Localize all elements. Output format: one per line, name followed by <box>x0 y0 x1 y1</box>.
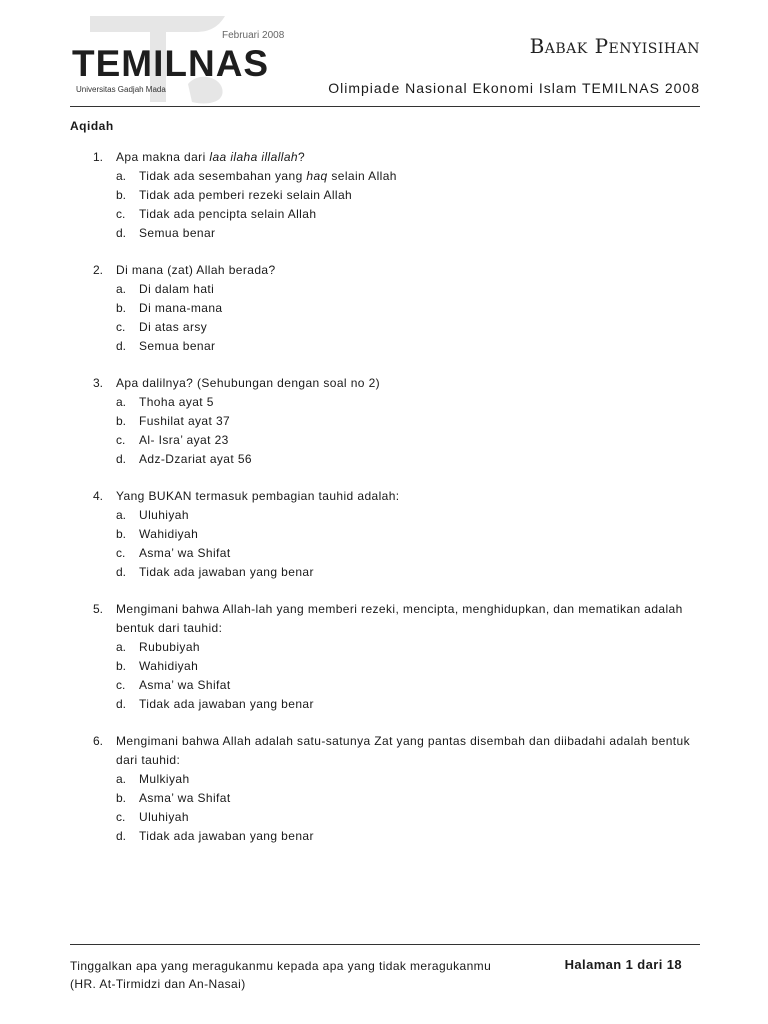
option-letter: d. <box>116 226 127 240</box>
option-text: Wahidiyah <box>139 659 199 673</box>
option-letter: c. <box>116 207 126 221</box>
option-letter: c. <box>116 433 126 447</box>
footer-divider <box>70 944 700 945</box>
option-letter: b. <box>116 414 127 428</box>
option-letter: a. <box>116 772 127 786</box>
question-text: Di mana (zat) Allah berada? <box>116 263 276 277</box>
option-text: Asma’ wa Shifat <box>139 791 231 805</box>
logo-subtitle: Universitas Gadjah Mada <box>76 85 166 94</box>
answer-option[interactable] <box>0 808 768 827</box>
option-letter: a. <box>116 395 127 409</box>
question-text: Yang BUKAN termasuk pembagian tauhid adalah: <box>116 489 400 503</box>
option-text: Semua benar <box>139 339 216 353</box>
answer-option[interactable] <box>0 506 768 525</box>
question-list <box>0 148 768 864</box>
question-number: 4. <box>93 489 104 503</box>
question-text: Apa makna dari laa ilaha illallah? <box>116 150 306 164</box>
option-letter: a. <box>116 640 127 654</box>
answer-option[interactable] <box>0 789 768 808</box>
answer-option[interactable] <box>0 638 768 657</box>
answer-option[interactable] <box>0 412 768 431</box>
option-text: Di atas arsy <box>139 320 208 334</box>
footer-quote-line: Tinggalkan apa yang meragukanmu kepada apa yang tidak meragukanmu <box>70 959 492 973</box>
option-text: Asma’ wa Shifat <box>139 678 231 692</box>
answer-option[interactable] <box>0 299 768 318</box>
option-letter: d. <box>116 452 127 466</box>
option-text: Thoha ayat 5 <box>139 395 214 409</box>
option-letter: a. <box>116 282 127 296</box>
option-letter: a. <box>116 169 127 183</box>
answer-option[interactable] <box>0 676 768 695</box>
option-text: Adz-Dzariat ayat 56 <box>139 452 252 466</box>
header-divider <box>70 106 700 107</box>
answer-option[interactable] <box>0 337 768 356</box>
page-number: Halaman 1 dari 18 <box>564 957 682 972</box>
option-text: Fushilat ayat 37 <box>139 414 231 428</box>
option-text: Semua benar <box>139 226 216 240</box>
option-text: Di dalam hati <box>139 282 215 296</box>
option-letter: b. <box>116 301 127 315</box>
option-letter: c. <box>116 546 126 560</box>
answer-option[interactable] <box>0 657 768 676</box>
question-number: 3. <box>93 376 104 390</box>
option-text: Uluhiyah <box>139 508 189 522</box>
answer-option[interactable] <box>0 318 768 337</box>
option-text: Tidak ada jawaban yang benar <box>139 565 314 579</box>
option-letter: b. <box>116 791 127 805</box>
option-letter: c. <box>116 320 126 334</box>
option-text: Tidak ada jawaban yang benar <box>139 829 314 843</box>
question-number: 2. <box>93 263 104 277</box>
option-letter: b. <box>116 527 127 541</box>
footer-quote <box>70 957 491 993</box>
answer-option[interactable] <box>0 563 768 582</box>
option-text: Rububiyah <box>139 640 200 654</box>
option-letter: d. <box>116 829 127 843</box>
option-text: Al- Isra’ ayat 23 <box>139 433 229 447</box>
logo-date: Februari 2008 <box>222 30 285 41</box>
option-letter: a. <box>116 508 127 522</box>
question-number: 6. <box>93 734 104 748</box>
answer-option[interactable] <box>0 827 768 846</box>
question-text: Mengimani bahwa Allah adalah satu-satunya Zat yang pantas disembah dan diibadahi adalah bentuk dari tauhid: <box>116 734 690 767</box>
option-letter: d. <box>116 697 127 711</box>
option-text: Uluhiyah <box>139 810 189 824</box>
question-item <box>0 732 768 846</box>
answer-option[interactable] <box>0 280 768 299</box>
option-letter: b. <box>116 659 127 673</box>
question-text: Apa dalilnya? (Sehubungan dengan soal no 2) <box>116 376 381 390</box>
answer-option[interactable] <box>0 525 768 544</box>
stage-title: Babak Penyisihan <box>529 34 700 58</box>
option-letter: c. <box>116 678 126 692</box>
answer-option[interactable] <box>0 186 768 205</box>
temilnas-logo <box>70 14 290 106</box>
option-text: Tidak ada sesembahan yang haq selain Allah <box>139 169 397 183</box>
option-text: Tidak ada jawaban yang benar <box>139 697 314 711</box>
answer-option[interactable] <box>0 695 768 714</box>
answer-option[interactable] <box>0 770 768 789</box>
logo-name: TEMILNAS <box>72 43 270 84</box>
option-letter: d. <box>116 339 127 353</box>
answer-option[interactable] <box>0 205 768 224</box>
answer-option[interactable] <box>0 450 768 469</box>
question-item <box>0 261 768 356</box>
option-text: Mulkiyah <box>139 772 190 786</box>
question-item <box>0 374 768 469</box>
option-text: Asma’ wa Shifat <box>139 546 231 560</box>
option-letter: b. <box>116 188 127 202</box>
answer-option[interactable] <box>0 224 768 243</box>
question-number: 5. <box>93 602 104 616</box>
answer-option[interactable] <box>0 393 768 412</box>
option-text: Wahidiyah <box>139 527 199 541</box>
footer-quote-source: (HR. At-Tirmidzi dan An-Nasai) <box>70 977 246 991</box>
option-letter: c. <box>116 810 126 824</box>
question-item <box>0 600 768 714</box>
option-text: Tidak ada pencipta selain Allah <box>139 207 317 221</box>
section-title: Aqidah <box>70 119 114 133</box>
option-text: Tidak ada pemberi rezeki selain Allah <box>139 188 353 202</box>
answer-option[interactable] <box>0 544 768 563</box>
question-item <box>0 487 768 582</box>
answer-option[interactable] <box>0 431 768 450</box>
event-title: Olimpiade Nasional Ekonomi Islam TEMILNAS 2008 <box>328 80 700 96</box>
option-letter: d. <box>116 565 127 579</box>
option-text: Di mana-mana <box>139 301 223 315</box>
question-number: 1. <box>93 150 104 164</box>
question-text: Mengimani bahwa Allah-lah yang memberi rezeki, mencipta, menghidupkan, dan mematikan adalah bentuk dari tauhid: <box>116 602 683 635</box>
question-item <box>0 148 768 243</box>
answer-option[interactable] <box>0 167 768 186</box>
